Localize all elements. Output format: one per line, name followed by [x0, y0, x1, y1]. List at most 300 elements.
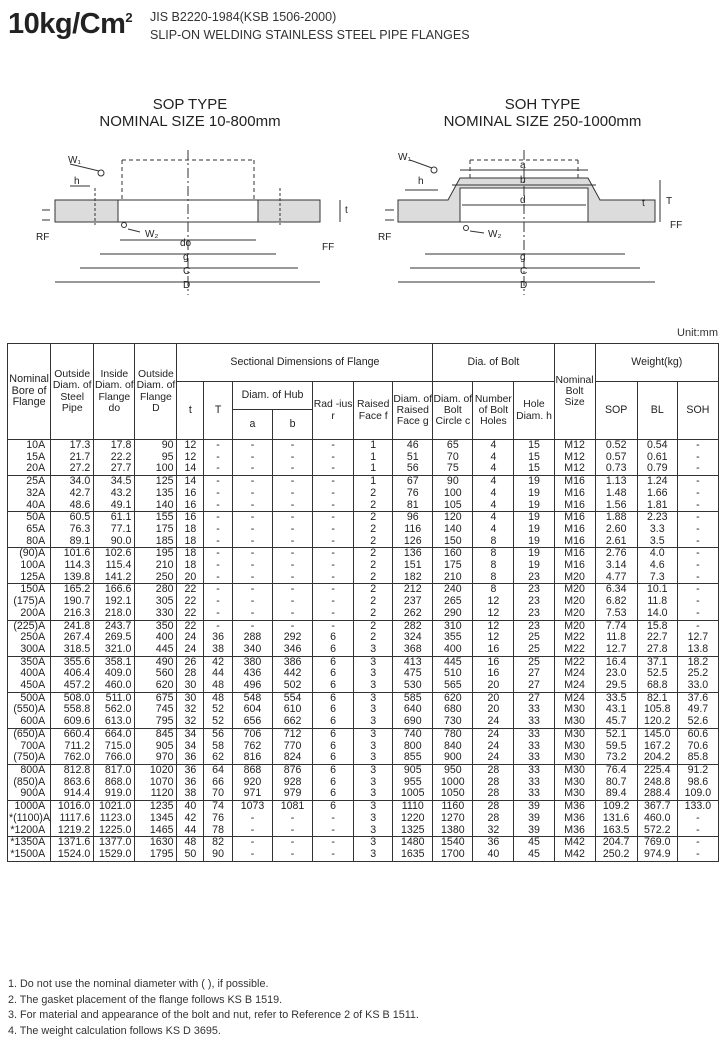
table-cell: 8 — [473, 548, 514, 560]
table-cell: 58 — [204, 741, 233, 753]
table-cell: 609.6 — [51, 716, 94, 728]
table-row — [8, 656, 719, 668]
sop-h-label: h — [74, 176, 80, 187]
sop-g-label: g — [183, 252, 189, 263]
table-cell: M12 — [554, 440, 595, 452]
table-cell: 38 — [204, 644, 233, 656]
table-cell: 14 — [177, 463, 204, 475]
table-cell: 16.4 — [595, 656, 637, 668]
table-cell: M12 — [554, 463, 595, 475]
table-cell: 68.8 — [637, 680, 677, 692]
table-cell: 76 — [393, 488, 433, 500]
table-cell: 76 — [204, 813, 233, 825]
table-cell: 3 — [354, 801, 393, 813]
table-cell: 1110 — [393, 801, 433, 813]
col-weight: Weight(kg) — [595, 344, 718, 382]
soh-w2-label: W₂ — [488, 229, 502, 240]
table-cell: - — [273, 488, 313, 500]
table-cell: 3 — [354, 728, 393, 740]
document-header — [0, 0, 728, 60]
table-cell: 36 — [204, 632, 233, 644]
table-cell: 16 — [473, 668, 514, 680]
table-cell: 82.1 — [637, 692, 677, 704]
table-cell: 502 — [273, 680, 313, 692]
table-cell: 19 — [514, 536, 554, 548]
table-cell: 386 — [273, 656, 313, 668]
table-cell: 16 — [473, 644, 514, 656]
table-cell: 265 — [433, 596, 473, 608]
table-cell: 12 — [177, 440, 204, 452]
table-cell: 762.0 — [51, 752, 94, 764]
table-cell: 248.8 — [637, 777, 677, 789]
table-cell: 40A — [8, 500, 51, 512]
table-cell: - — [677, 488, 718, 500]
table-cell: - — [313, 560, 354, 572]
table-cell: 3.14 — [595, 560, 637, 572]
table-cell: 664.0 — [94, 728, 135, 740]
table-cell: - — [273, 463, 313, 475]
table-cell: 19 — [514, 512, 554, 524]
table-cell: 863.6 — [51, 777, 94, 789]
table-cell: 14 — [177, 476, 204, 488]
table-cell: 762 — [232, 741, 272, 753]
table-cell: - — [273, 452, 313, 464]
table-cell: 13.8 — [677, 644, 718, 656]
table-cell: - — [204, 452, 233, 464]
table-cell: 321.0 — [94, 644, 135, 656]
table-cell: 3 — [354, 644, 393, 656]
table-cell: 19 — [514, 500, 554, 512]
table-cell: - — [204, 548, 233, 560]
table-cell: 52 — [204, 704, 233, 716]
table-cell: 100 — [135, 463, 177, 475]
table-cell: 358.1 — [94, 656, 135, 668]
sop-type-label: SOP TYPE — [152, 96, 228, 113]
table-cell: 33 — [514, 741, 554, 753]
table-cell: 1235 — [135, 801, 177, 813]
table-cell: - — [232, 524, 272, 536]
soh-size-label: NOMINAL SIZE 250-1000mm — [443, 113, 642, 130]
table-cell: - — [232, 440, 272, 452]
table-cell: 560 — [135, 668, 177, 680]
table-row — [8, 741, 719, 753]
table-cell: 1 — [354, 440, 393, 452]
table-cell: 89.1 — [51, 536, 94, 548]
table-cell: 2 — [354, 596, 393, 608]
table-cell: 6 — [313, 752, 354, 764]
table-cell: 715.0 — [94, 741, 135, 753]
table-cell: - — [677, 463, 718, 475]
note-item: 4. The weight calculation follows KS D 3695. — [8, 1024, 221, 1037]
table-cell: 442 — [273, 668, 313, 680]
table-cell: 39 — [514, 813, 554, 825]
table-cell: - — [204, 596, 233, 608]
table-cell: 102.6 — [94, 548, 135, 560]
table-cell: - — [313, 825, 354, 837]
table-cell: - — [677, 596, 718, 608]
table-cell: 1225.0 — [94, 825, 135, 837]
table-cell: 16 — [177, 500, 204, 512]
table-cell: 52.1 — [595, 728, 637, 740]
table-cell: 868 — [232, 764, 272, 776]
table-cell: 48.6 — [51, 500, 94, 512]
col-inside-flange: Inside Diam. of Flange do — [94, 344, 135, 440]
table-cell: 175 — [433, 560, 473, 572]
table-cell: - — [677, 825, 718, 837]
table-cell: 89.4 — [595, 788, 637, 800]
table-cell: 243.7 — [94, 620, 135, 632]
col-hub-a: a — [232, 410, 272, 440]
table-cell: 8 — [473, 536, 514, 548]
table-cell: 3 — [354, 825, 393, 837]
soh-D-label: D — [520, 280, 528, 291]
table-cell: 27.7 — [94, 463, 135, 475]
table-cell: 22.2 — [94, 452, 135, 464]
table-cell: 800 — [393, 741, 433, 753]
table-cell: 3.3 — [637, 524, 677, 536]
table-cell: 1524.0 — [51, 849, 94, 861]
table-cell: 22 — [177, 620, 204, 632]
table-cell: 3 — [354, 777, 393, 789]
table-cell: - — [273, 476, 313, 488]
table-cell: 1220 — [393, 813, 433, 825]
table-cell: - — [232, 452, 272, 464]
table-cell: - — [273, 512, 313, 524]
table-cell: 33.5 — [595, 692, 637, 704]
table-cell: 12.7 — [595, 644, 637, 656]
table-cell: M20 — [554, 620, 595, 632]
table-cell: 4 — [473, 440, 514, 452]
table-cell: 3 — [354, 813, 393, 825]
table-cell: 150 — [433, 536, 473, 548]
table-cell: 15 — [514, 452, 554, 464]
table-cell: 210 — [433, 572, 473, 584]
soh-type-label: SOH TYPE — [504, 96, 581, 113]
table-cell: M30 — [554, 728, 595, 740]
table-cell: 192.1 — [94, 596, 135, 608]
table-cell: - — [677, 440, 718, 452]
table-cell: 140 — [135, 500, 177, 512]
table-cell: 640 — [393, 704, 433, 716]
table-cell: 662 — [273, 716, 313, 728]
table-cell: 98.6 — [677, 777, 718, 789]
table-cell: 109.0 — [677, 788, 718, 800]
table-cell: 90 — [204, 849, 233, 861]
table-cell: 27 — [514, 692, 554, 704]
soh-ff-label: FF — [670, 220, 683, 231]
table-cell: 2 — [354, 524, 393, 536]
table-cell: 6.34 — [595, 584, 637, 596]
table-cell: 288.4 — [637, 788, 677, 800]
table-cell: 145.0 — [637, 728, 677, 740]
table-cell: 23 — [514, 584, 554, 596]
table-cell: 12 — [473, 632, 514, 644]
table-cell: 2.61 — [595, 536, 637, 548]
table-cell: 6 — [313, 741, 354, 753]
table-cell: - — [313, 849, 354, 861]
table-cell: 368 — [393, 644, 433, 656]
table-cell: 24 — [473, 752, 514, 764]
table-cell: 3 — [354, 656, 393, 668]
table-cell: 840 — [433, 741, 473, 753]
table-cell: M24 — [554, 668, 595, 680]
table-cell: 12 — [177, 452, 204, 464]
table-cell: M16 — [554, 524, 595, 536]
table-cell: 19 — [514, 560, 554, 572]
table-cell: M36 — [554, 825, 595, 837]
table-cell: 66 — [204, 777, 233, 789]
table-cell: *(1100)A — [9, 812, 51, 824]
table-cell: 30 — [177, 680, 204, 692]
table-cell: - — [313, 608, 354, 620]
table-cell: 33 — [514, 788, 554, 800]
table-cell: - — [232, 488, 272, 500]
table-cell: 1371.6 — [51, 837, 94, 849]
table-cell: 974.9 — [637, 849, 677, 861]
table-cell: 116 — [393, 524, 433, 536]
document-subtitle: SLIP-ON WELDING STAINLESS STEEL PIPE FLANGES — [150, 28, 470, 42]
table-cell: 34.0 — [51, 476, 94, 488]
table-cell: 115.4 — [94, 560, 135, 572]
table-cell: - — [273, 596, 313, 608]
table-cell: 100A — [8, 560, 51, 572]
col-sectional-dimensions: Sectional Dimensions of Flange — [177, 344, 433, 382]
col-T: T — [204, 382, 233, 440]
table-cell: 22 — [177, 596, 204, 608]
table-row — [8, 632, 719, 644]
table-cell: 22 — [177, 584, 204, 596]
table-cell: - — [677, 512, 718, 524]
table-cell: 250A — [8, 632, 51, 644]
table-cell: 1050 — [433, 788, 473, 800]
table-cell: - — [232, 512, 272, 524]
table-cell: 300A — [8, 644, 51, 656]
table-cell: 24 — [473, 741, 514, 753]
table-cell: 212 — [393, 584, 433, 596]
table-row — [8, 524, 719, 536]
table-cell: 33 — [514, 752, 554, 764]
table-row — [8, 608, 719, 620]
table-cell: 210 — [135, 560, 177, 572]
note-item: 1. Do not use the nominal diameter with ( ), if possible. — [8, 978, 269, 990]
table-cell: 280 — [135, 584, 177, 596]
table-cell: 1377.0 — [94, 837, 135, 849]
soh-c-label: C — [520, 266, 528, 277]
table-cell: 1073 — [232, 801, 272, 813]
table-cell: 1630 — [135, 837, 177, 849]
table-cell: 305 — [135, 596, 177, 608]
table-cell: - — [204, 440, 233, 452]
col-raised-face-diam: Diam. of Raised Face g — [393, 382, 433, 440]
table-cell: 1070 — [135, 777, 177, 789]
table-cell: - — [273, 572, 313, 584]
table-cell: 17.3 — [51, 440, 94, 452]
table-cell: 905 — [135, 741, 177, 753]
table-cell: 30 — [177, 692, 204, 704]
table-cell: 51 — [393, 452, 433, 464]
note-item: 3. For material and appearance of the bolt and nut, refer to Reference 2 of KS B 1511. — [8, 1009, 419, 1022]
table-cell: 740 — [393, 728, 433, 740]
table-cell: 2 — [354, 488, 393, 500]
table-cell: 475 — [393, 668, 433, 680]
table-cell: - — [204, 584, 233, 596]
table-cell: 2 — [354, 584, 393, 596]
table-cell: 3 — [354, 764, 393, 776]
table-row — [8, 440, 719, 452]
table-cell: 22.7 — [637, 632, 677, 644]
table-cell: 33 — [514, 764, 554, 776]
table-cell: 28 — [473, 788, 514, 800]
table-cell: - — [313, 584, 354, 596]
table-cell: 554 — [273, 692, 313, 704]
table-cell: 340 — [232, 644, 272, 656]
table-cell: 50 — [177, 849, 204, 861]
table-cell: 690 — [393, 716, 433, 728]
unit-label: Unit:mm — [677, 327, 718, 339]
table-cell: 900A — [8, 788, 51, 800]
table-cell: 558.8 — [51, 704, 94, 716]
table-cell: 23 — [514, 608, 554, 620]
table-cell: M42 — [554, 837, 595, 849]
table-cell: 95 — [135, 452, 177, 464]
table-cell: 262 — [393, 608, 433, 620]
table-cell: 27 — [514, 680, 554, 692]
table-cell: 46 — [393, 440, 433, 452]
table-cell: 237 — [393, 596, 433, 608]
table-row — [8, 463, 719, 475]
sop-c-label: C — [183, 266, 191, 277]
table-cell: - — [677, 452, 718, 464]
table-cell: 39 — [514, 825, 554, 837]
table-cell: 620 — [433, 692, 473, 704]
table-cell: 20A — [8, 463, 51, 475]
table-row — [8, 572, 719, 584]
table-row — [8, 452, 719, 464]
table-cell: 1 — [354, 452, 393, 464]
table-cell: - — [273, 608, 313, 620]
table-cell: - — [677, 476, 718, 488]
table-cell: 39 — [514, 801, 554, 813]
table-cell: 3 — [354, 741, 393, 753]
table-cell: - — [677, 608, 718, 620]
table-cell: 14.0 — [637, 608, 677, 620]
table-cell: (175)A — [8, 596, 51, 608]
table-cell: 1.24 — [637, 476, 677, 488]
table-cell: - — [313, 620, 354, 632]
soh-a-label: a — [520, 160, 526, 171]
table-cell: 318.5 — [51, 644, 94, 656]
table-cell: 90.0 — [94, 536, 135, 548]
table-cell: 1.56 — [595, 500, 637, 512]
table-cell: 70.6 — [677, 741, 718, 753]
table-cell: 33 — [514, 704, 554, 716]
table-cell: 96 — [393, 512, 433, 524]
table-cell: M16 — [554, 548, 595, 560]
table-cell: - — [204, 572, 233, 584]
table-cell: - — [232, 849, 272, 861]
sop-ff-label: FF — [322, 242, 335, 253]
table-cell: - — [232, 608, 272, 620]
table-cell: - — [232, 500, 272, 512]
table-cell: 4.77 — [595, 572, 637, 584]
table-cell: 60.6 — [677, 728, 718, 740]
table-cell: 1005 — [393, 788, 433, 800]
table-row — [8, 788, 719, 800]
table-cell: - — [232, 476, 272, 488]
table-cell: 120.2 — [637, 716, 677, 728]
sop-do-label: do — [180, 238, 192, 249]
flange-drawings — [0, 90, 728, 300]
table-cell: M36 — [554, 801, 595, 813]
table-cell: M12 — [554, 452, 595, 464]
table-cell: 125A — [8, 572, 51, 584]
table-cell: 23.0 — [595, 668, 637, 680]
table-cell: 2 — [354, 548, 393, 560]
table-cell: - — [677, 560, 718, 572]
soh-b-label: b — [520, 175, 526, 186]
table-cell: 745 — [135, 704, 177, 716]
table-cell: 706 — [232, 728, 272, 740]
table-cell: 23 — [514, 596, 554, 608]
table-cell: M30 — [554, 764, 595, 776]
table-cell: *1500A — [8, 849, 51, 861]
table-row — [8, 752, 719, 764]
table-cell: 24 — [473, 728, 514, 740]
table-cell: 1000 — [433, 777, 473, 789]
table-cell: 919.0 — [94, 788, 135, 800]
table-row — [8, 488, 719, 500]
table-row — [8, 692, 719, 704]
table-cell: 25 — [514, 632, 554, 644]
table-cell: 136 — [393, 548, 433, 560]
table-row — [8, 536, 719, 548]
table-cell: 0.73 — [595, 463, 637, 475]
table-cell: 1270 — [433, 813, 473, 825]
table-cell: - — [313, 476, 354, 488]
table-cell: 812.8 — [51, 764, 94, 776]
table-cell: 36 — [177, 752, 204, 764]
table-cell: 76.3 — [51, 524, 94, 536]
table-cell: - — [677, 548, 718, 560]
table-cell: 6 — [313, 764, 354, 776]
table-cell: M22 — [554, 656, 595, 668]
col-dia-of-bolt: Dia. of Bolt — [433, 344, 554, 382]
table-cell: 2 — [354, 560, 393, 572]
table-cell: 28 — [473, 801, 514, 813]
table-cell: M16 — [554, 476, 595, 488]
table-cell: 292 — [273, 632, 313, 644]
table-cell: 45.7 — [595, 716, 637, 728]
soh-h-label: h — [418, 176, 424, 187]
table-cell: 3.5 — [637, 536, 677, 548]
table-cell: 18 — [177, 524, 204, 536]
table-cell: 241.8 — [51, 620, 94, 632]
table-cell: 565 — [433, 680, 473, 692]
table-cell: - — [204, 524, 233, 536]
table-cell: 48 — [177, 837, 204, 849]
table-row — [8, 716, 719, 728]
table-cell: 4 — [473, 452, 514, 464]
table-cell: 16 — [177, 488, 204, 500]
standard-reference: JIS B2220-1984(KSB 1506-2000) — [150, 10, 337, 24]
table-cell: 11.8 — [637, 596, 677, 608]
table-cell: - — [677, 536, 718, 548]
table-cell: (850)A — [8, 777, 51, 789]
table-cell: - — [313, 440, 354, 452]
table-cell: 15A — [8, 452, 51, 464]
table-cell: 4 — [473, 476, 514, 488]
table-cell: - — [273, 440, 313, 452]
